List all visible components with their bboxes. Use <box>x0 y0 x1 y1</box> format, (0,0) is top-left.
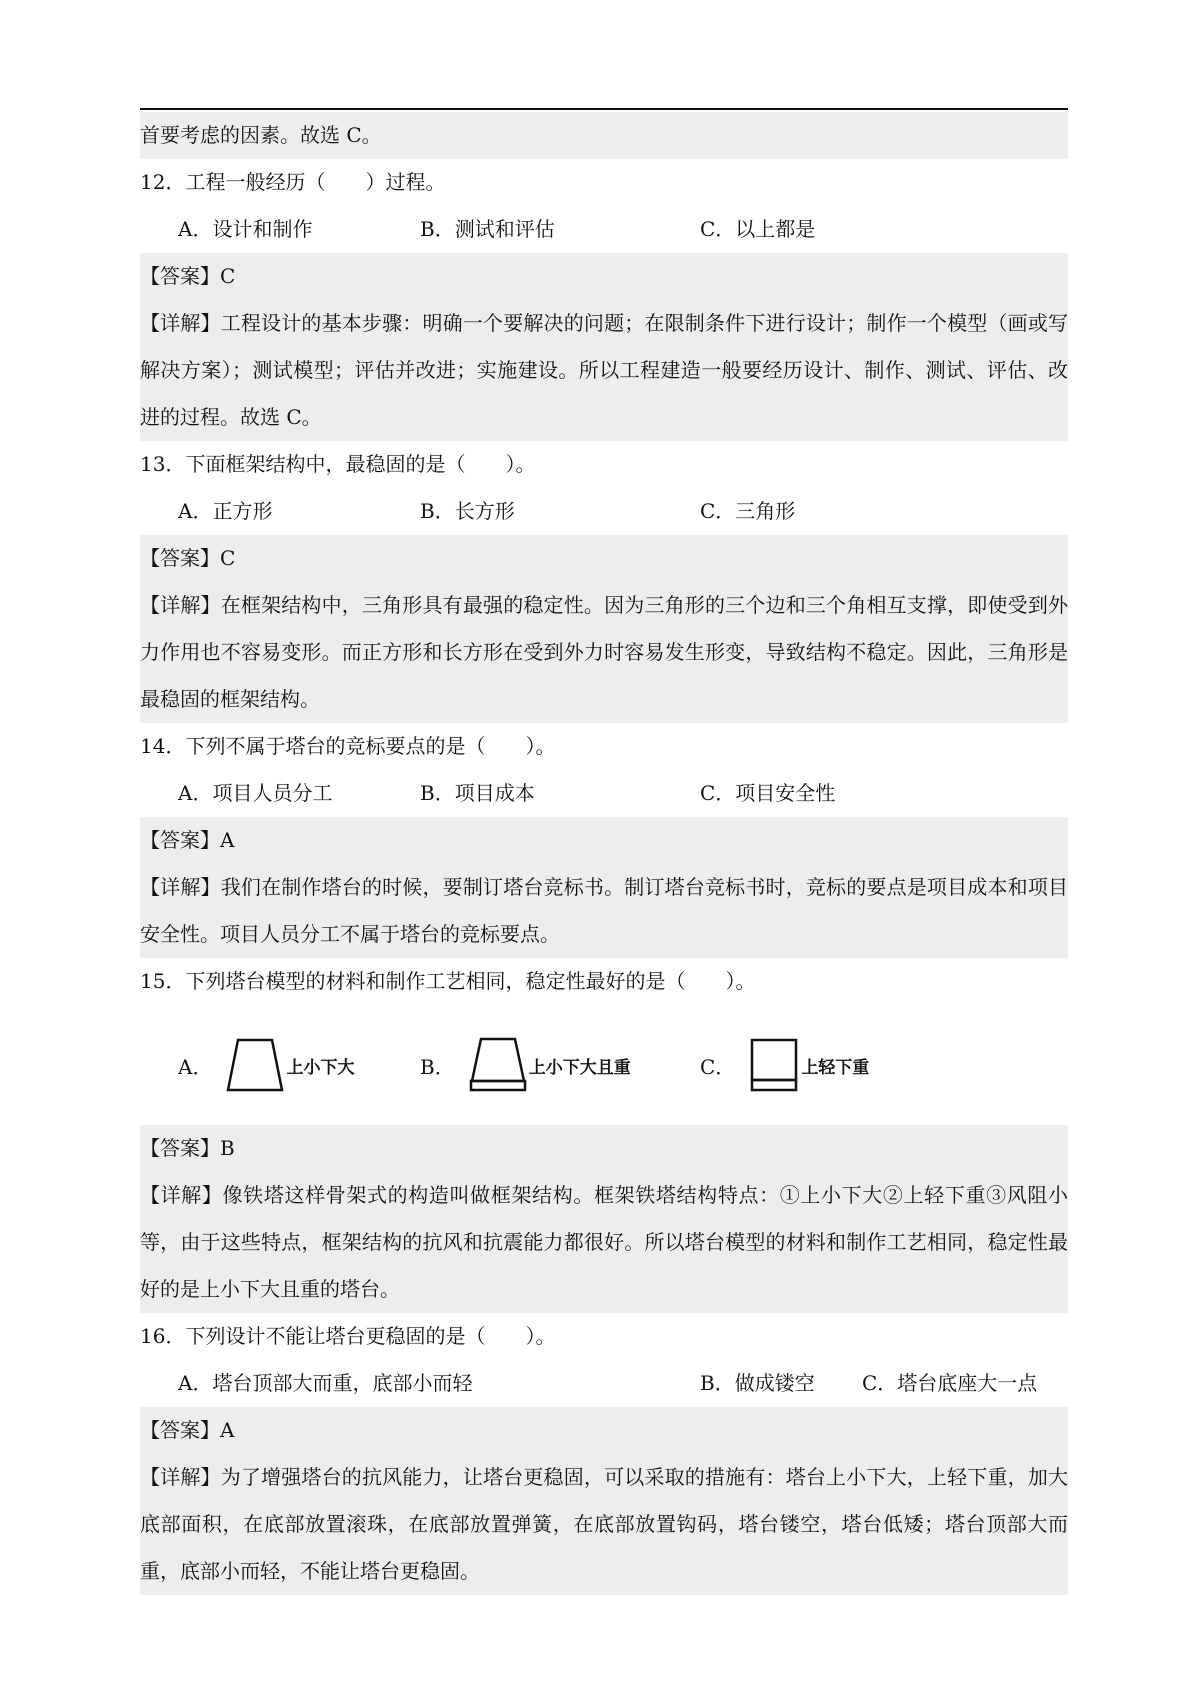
q13-option-b: B．长方形 <box>420 499 515 523</box>
q12-option-c: C．以上都是 <box>700 217 816 241</box>
q15-stem: 15．下列塔台模型的材料和制作工艺相同，稳定性最好的是（ ）。 <box>140 969 756 993</box>
q14-answer-block <box>140 817 1068 958</box>
q13-stem: 13．下面框架结构中，最稳固的是（ ）。 <box>140 452 536 476</box>
q15-options <box>140 1005 1068 1125</box>
q12-option-a: A．设计和制作 <box>178 217 313 241</box>
q15-option-c-letter: C． <box>700 1054 736 1079</box>
prev-detail-tail: 首要考虑的因素。故选 C。 <box>140 112 1068 159</box>
q12-option-b: B．测试和评估 <box>420 217 555 241</box>
q15-option-c-label: 上轻下重 <box>801 1057 870 1078</box>
q13-option-a: A．正方形 <box>178 499 273 523</box>
q13-options <box>140 488 1068 535</box>
q12-stem: 12．工程一般经历（ ）过程。 <box>140 170 446 194</box>
q14-option-b: B．项目成本 <box>420 781 535 805</box>
q16-option-a: A．塔台顶部大而重，底部小而轻 <box>178 1371 473 1395</box>
q15-answer: 【答案】B <box>140 1136 235 1160</box>
q15-option-b-letter: B． <box>420 1054 455 1079</box>
q15-option-a-letter: A． <box>178 1054 213 1079</box>
q14-stem: 14．下列不属于塔台的竞标要点的是（ ）。 <box>140 734 556 758</box>
tower-trapezoid-figure <box>226 1036 284 1094</box>
q15-option-b-label: 上小下大且重 <box>528 1057 631 1078</box>
q15-option-c <box>700 1005 869 1125</box>
q14-options <box>140 770 1068 817</box>
q16-detail: 【详解】为了增强塔台的抗风能力，让塔台更稳固，可以采取的措施有：塔台上小下大，上轻下重，加大底部面积，在底部放置滚珠，在底部放置弹簧，在底部放置钩码，塔台镂空，塔台低矮；塔台顶部大而重，底部小而轻，不能让塔台更稳固。 <box>140 1465 1068 1583</box>
q12-answer-block <box>140 253 1068 441</box>
q15-option-a-label: 上小下大 <box>286 1057 355 1078</box>
q13-answer: 【答案】C <box>140 546 236 570</box>
q16-answer-block <box>140 1407 1068 1595</box>
q12-answer: 【答案】C <box>140 264 236 288</box>
q15-option-b <box>420 1005 631 1125</box>
q15-detail: 【详解】像铁塔这样骨架式的构造叫做框架结构。框架铁塔结构特点：①上小下大②上轻下重③风阻小等，由于这些特点，框架结构的抗风和抗震能力都很好。所以塔台模型的材料和制作工艺相同，稳定性最好的是上小下大且重的塔台。 <box>140 1183 1068 1301</box>
q15-answer-block <box>140 1125 1068 1313</box>
q13-detail: 【详解】在框架结构中，三角形具有最强的稳定性。因为三角形的三个边和三个角相互支撑，即使受到外力作用也不容易变形。而正方形和长方形在受到外力时容易发生形变，导致结构不稳定。因此，三角形是最稳固的框架结构。 <box>140 593 1068 711</box>
q14-option-a: A．项目人员分工 <box>178 781 333 805</box>
tower-square-heavy-base-figure <box>749 1036 799 1094</box>
q16-option-c: C．塔台底座大一点 <box>862 1371 1038 1395</box>
header-rule <box>140 108 1068 110</box>
q16-option-b: B．做成镂空 <box>700 1371 815 1395</box>
q14-answer: 【答案】A <box>140 828 235 852</box>
q15-option-a <box>178 1005 354 1125</box>
q14-detail: 【详解】我们在制作塔台的时候，要制订塔台竞标书。制订塔台竞标书时，竞标的要点是项目成本和项目安全性。项目人员分工不属于塔台的竞标要点。 <box>140 875 1068 946</box>
q16-options <box>140 1360 1068 1407</box>
document-content <box>140 112 1068 1595</box>
q12-options <box>140 206 1068 253</box>
q14-option-c: C．项目安全性 <box>700 781 836 805</box>
q13-answer-block <box>140 535 1068 723</box>
tower-trapezoid-heavy-base-figure <box>469 1036 527 1094</box>
q16-answer: 【答案】A <box>140 1418 235 1442</box>
q13-option-c: C．三角形 <box>700 499 796 523</box>
q12-detail: 【详解】工程设计的基本步骤：明确一个要解决的问题；在限制条件下进行设计；制作一个模型（画或写解决方案）；测试模型；评估并改进；实施建设。所以工程建造一般要经历设计、制作、测试、评估、改进的过程。故选 C。 <box>140 311 1068 429</box>
q16-stem: 16．下列设计不能让塔台更稳固的是（ ）。 <box>140 1324 556 1348</box>
